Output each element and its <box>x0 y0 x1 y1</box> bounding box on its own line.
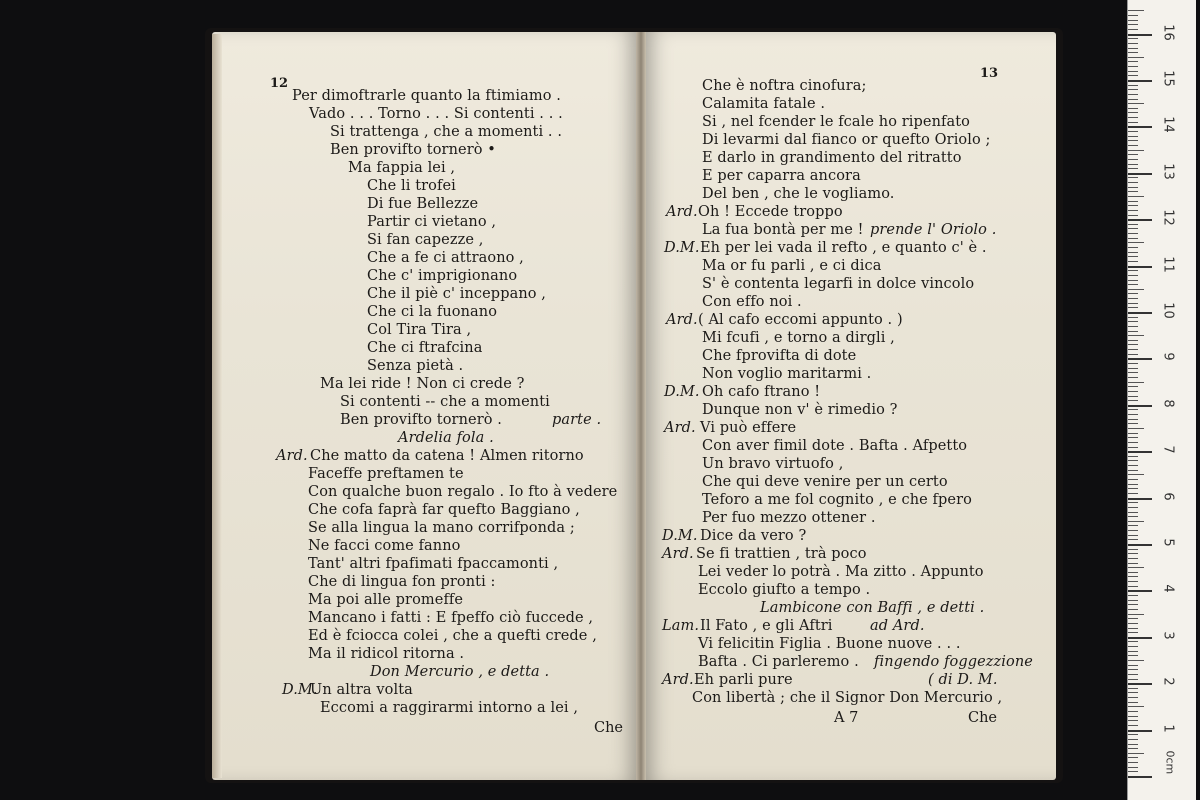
stage-direction: ad Ard. <box>870 618 925 634</box>
text-line: Tant' altri fpafimati fpaccamonti , <box>308 556 559 572</box>
stage-direction: Lambicone con Baffi , e detti . <box>760 600 985 616</box>
ruler-tick <box>1128 242 1144 243</box>
ruler-tick <box>1128 117 1138 118</box>
ruler-tick <box>1128 349 1138 350</box>
ruler-number: 16 <box>1160 23 1176 41</box>
ruler-tick <box>1128 433 1138 434</box>
ruler-tick <box>1128 711 1138 712</box>
ruler-tick <box>1128 303 1138 304</box>
ruler-tick <box>1128 498 1152 500</box>
ruler-tick <box>1128 75 1138 76</box>
ruler-tick <box>1128 140 1138 141</box>
ruler-tick <box>1128 646 1138 647</box>
text-line: Partir ci vietano , <box>367 214 497 230</box>
ruler-tick <box>1128 725 1138 726</box>
ruler-tick <box>1128 414 1138 415</box>
text-line: Ed è fciocca colei , che a quefti crede , <box>308 628 597 644</box>
ruler-number: 13 <box>1160 163 1176 180</box>
speaker-label: D.M. <box>282 682 318 698</box>
ruler-tick <box>1128 196 1144 197</box>
text-line: Se alla lingua la mano corrifponda ; <box>308 520 575 536</box>
ruler-number: 10 <box>1160 302 1176 319</box>
ruler-tick <box>1128 637 1152 639</box>
ruler-tick <box>1128 665 1138 666</box>
page-number: 12 <box>270 76 289 91</box>
speaker-label: Ard. <box>662 546 694 562</box>
ruler-tick <box>1128 340 1138 341</box>
ruler-tick <box>1128 126 1152 128</box>
ruler-tick <box>1128 187 1138 188</box>
ruler-tick <box>1128 61 1138 62</box>
ruler-number: 11 <box>1160 255 1176 273</box>
text-line: Di fue Bellezze <box>367 196 479 212</box>
ruler-tick <box>1128 219 1152 221</box>
ruler-number: 14 <box>1160 116 1176 134</box>
ruler-tick <box>1128 173 1152 175</box>
text-line: Senza pietà . <box>367 358 464 374</box>
catchword: Che <box>968 710 998 726</box>
text-line: Di levarmi dal fianco or quefto Oriolo ; <box>702 132 991 148</box>
ruler-tick <box>1128 595 1138 596</box>
ruler-tick <box>1128 572 1138 573</box>
ruler-tick <box>1128 576 1138 577</box>
ruler-tick <box>1128 614 1144 615</box>
stage-direction: prende l' Oriolo . <box>870 222 997 238</box>
text-line: Con effo noi . <box>702 294 802 310</box>
text-line: Che è noftra cinofura; <box>702 78 867 94</box>
ruler-tick <box>1128 15 1138 16</box>
ruler-tick <box>1128 604 1138 605</box>
ruler-tick <box>1128 228 1138 229</box>
text-line: Si contenti -- che a momenti <box>340 394 550 410</box>
ruler-tick <box>1128 43 1138 44</box>
ruler-tick <box>1128 20 1138 21</box>
ruler-tick <box>1128 586 1138 587</box>
ruler-tick <box>1128 488 1138 489</box>
text-line: Teforo a me fol cognito , e che fpero <box>702 492 972 508</box>
text-line: Ma fappia lei , <box>348 160 456 176</box>
text-line: Con libertà ; che il Signor Don Mercurio , <box>692 690 1003 706</box>
ruler-tick <box>1128 679 1138 680</box>
ruler-tick <box>1128 720 1138 721</box>
ruler-tick <box>1128 549 1138 550</box>
ruler-tick <box>1128 567 1144 568</box>
ruler-tick <box>1128 563 1138 564</box>
text-line: Oh ! Eccede troppo <box>698 204 843 220</box>
text-line: Ma lei ride ! Non ci crede ? <box>320 376 525 392</box>
ruler-tick <box>1128 535 1138 536</box>
text-line: Dunque non v' è rimedio ? <box>702 402 898 418</box>
text-line: Ma il ridicol ritorna . <box>308 646 465 662</box>
text-line: Eh per lei vada il refto , e quanto c' è . <box>700 240 987 256</box>
ruler-tick <box>1128 757 1138 758</box>
right-page <box>642 32 1056 780</box>
ruler-tick <box>1128 688 1138 689</box>
ruler-unit-label: 0cm <box>1163 750 1177 775</box>
ruler-tick <box>1128 447 1138 448</box>
ruler-number: 9 <box>1160 352 1176 362</box>
speaker-label: Ard. <box>664 420 696 436</box>
ruler-tick <box>1128 29 1138 30</box>
text-line: Oh cafo ftrano ! <box>702 384 821 400</box>
text-line: Con aver fimil dote . Bafta . Afpetto <box>702 438 968 454</box>
ruler-tick <box>1128 423 1138 424</box>
ruler-number: 1 <box>1160 723 1176 733</box>
text-line: Si , nel fcender le fcale ho ripenfato <box>702 114 970 130</box>
ruler-tick <box>1128 479 1138 480</box>
ruler-tick <box>1128 201 1138 202</box>
ruler-tick <box>1128 247 1138 248</box>
ruler-tick <box>1128 692 1138 693</box>
ruler-tick <box>1128 456 1138 457</box>
text-line: Un altra volta <box>310 682 413 698</box>
ruler-number: 15 <box>1160 70 1176 87</box>
ruler-tick <box>1128 108 1138 109</box>
text-line: Col Tira Tira , <box>367 322 472 338</box>
ruler-tick <box>1128 80 1152 82</box>
ruler-number: 3 <box>1160 631 1176 640</box>
ruler-tick <box>1128 767 1138 768</box>
text-line: Faceffe preftamen te <box>308 466 464 482</box>
ruler-tick <box>1128 112 1138 113</box>
text-line: Che il piè c' inceppano , <box>367 286 547 302</box>
ruler-tick <box>1128 48 1138 49</box>
text-line: Un bravo virtuofo , <box>702 456 844 472</box>
text-line: Eh parli pure <box>694 672 793 688</box>
ruler-tick <box>1128 484 1138 485</box>
speaker-label: D.M. <box>664 384 700 400</box>
ruler-tick <box>1128 516 1138 517</box>
ruler-tick <box>1128 460 1138 461</box>
text-line: Che cofa faprà far quefto Baggiano , <box>308 502 580 518</box>
ruler-tick <box>1128 38 1138 39</box>
ruler-number: 12 <box>1160 209 1176 226</box>
text-line: Che li trofei <box>367 178 456 194</box>
ruler-tick <box>1128 252 1138 253</box>
stage-direction: ( di D. M. <box>928 672 998 688</box>
ruler-tick <box>1128 609 1138 610</box>
ruler-tick <box>1128 150 1144 151</box>
text-line: Calamita fatale . <box>702 96 826 112</box>
ruler-tick <box>1128 261 1138 262</box>
ruler-tick <box>1128 89 1138 90</box>
text-line: Che qui deve venire per un certo <box>702 474 948 490</box>
ruler-tick <box>1128 331 1138 332</box>
ruler-number: 7 <box>1160 445 1176 454</box>
ruler-tick <box>1128 641 1138 642</box>
ruler-tick <box>1128 776 1152 778</box>
ruler-tick <box>1128 71 1138 72</box>
ruler-tick <box>1128 683 1152 685</box>
ruler-tick <box>1128 451 1152 453</box>
text-line: Che di lingua fon pronti : <box>308 574 496 590</box>
text-line: Che fprovifta di dote <box>702 348 857 364</box>
text-line: Non voglio maritarmi . <box>702 366 872 382</box>
ruler-tick <box>1128 405 1152 407</box>
ruler-tick <box>1128 85 1138 86</box>
ruler-tick <box>1128 442 1138 443</box>
ruler-tick <box>1128 154 1138 155</box>
text-line: Mancano i fatti : E fpeffo ciò fuccede , <box>308 610 594 626</box>
ruler-tick <box>1128 391 1138 392</box>
ruler-tick <box>1128 293 1138 294</box>
ruler-tick <box>1128 470 1138 471</box>
ruler-tick <box>1128 312 1152 314</box>
ruler-number: 8 <box>1160 399 1176 408</box>
ruler-tick <box>1128 99 1138 100</box>
ruler-tick <box>1128 655 1138 656</box>
ruler-tick <box>1128 465 1138 466</box>
ruler-tick <box>1128 539 1138 540</box>
ruler-tick <box>1128 205 1138 206</box>
ruler-tick <box>1128 419 1138 420</box>
text-line: Bafta . Ci parleremo . <box>698 654 859 670</box>
speaker-label: Lam. <box>662 618 700 634</box>
ruler-tick <box>1128 52 1138 53</box>
ruler-tick <box>1128 428 1144 429</box>
ruler-tick <box>1128 748 1138 749</box>
ruler-tick <box>1128 177 1138 178</box>
text-line: Che ci ftrafcina <box>367 340 483 356</box>
text-line: E per caparra ancora <box>702 168 861 184</box>
ruler-tick <box>1128 674 1138 675</box>
speaker-label: Ard. <box>276 448 308 464</box>
ruler-tick <box>1128 164 1138 165</box>
ruler-tick <box>1128 739 1138 740</box>
ruler-number: 4 <box>1160 584 1176 594</box>
ruler-tick <box>1128 628 1138 629</box>
stage-direction: Don Mercurio , e detta . <box>370 664 550 680</box>
text-line: S' è contenta legarfi in dolce vincolo <box>702 276 975 292</box>
ruler-tick <box>1128 525 1138 526</box>
text-line: Che c' imprigionano <box>367 268 518 284</box>
ruler-tick <box>1128 307 1138 308</box>
ruler-tick <box>1128 131 1138 132</box>
ruler-tick <box>1128 182 1138 183</box>
text-line: Vi può effere <box>700 420 797 436</box>
ruler-tick <box>1128 368 1138 369</box>
text-line: E darlo in grandimento del ritratto <box>702 150 962 166</box>
text-line: Mi fcufi , e torno a dirgli , <box>702 330 895 346</box>
ruler-number: 6 <box>1160 491 1176 501</box>
ruler-tick <box>1128 697 1138 698</box>
ruler-tick <box>1128 734 1138 735</box>
ruler-tick <box>1128 24 1138 25</box>
page-number: 13 <box>980 66 999 81</box>
ruler-tick <box>1128 145 1138 146</box>
ruler-tick <box>1128 321 1138 322</box>
speaker-label: D.M. <box>662 528 698 544</box>
stage-direction: fingendo foggezzione <box>874 654 1033 670</box>
text-line: Dice da vero ? <box>700 528 807 544</box>
ruler-tick <box>1128 409 1138 410</box>
ruler-tick <box>1128 590 1152 592</box>
ruler-number: 2 <box>1160 677 1176 686</box>
ruler-tick <box>1128 122 1138 123</box>
speaker-label: D.M. <box>664 240 700 256</box>
text-line: Il Fato , e gli Aftri <box>700 618 833 634</box>
ruler-tick <box>1128 507 1138 508</box>
ruler-tick <box>1128 660 1144 661</box>
speaker-label: Ard. <box>666 312 698 328</box>
ruler-tick <box>1128 238 1138 239</box>
text-line: Eccolo giufto a tempo . <box>698 582 871 598</box>
text-line: Del ben , che le vogliamo. <box>702 186 895 202</box>
ruler-tick <box>1128 94 1138 95</box>
ruler-tick <box>1128 753 1144 754</box>
ruler-tick <box>1128 651 1138 652</box>
text-line: Che ci la fuonano <box>367 304 498 320</box>
text-line: Con qualche buon regalo . Io fto à vedere <box>308 484 618 500</box>
ruler-tick <box>1128 233 1138 234</box>
ruler-tick <box>1128 191 1138 192</box>
speaker-label: Ard. <box>662 672 694 688</box>
stage-direction: parte . <box>552 412 602 428</box>
ruler-tick <box>1128 103 1144 104</box>
text-line: Vi felicitin Figlia . Buone nuove . . . <box>698 636 961 652</box>
ruler-tick <box>1128 289 1144 290</box>
text-line: Si trattenga , che a momenti . . <box>330 124 563 140</box>
ruler-tick <box>1128 623 1138 624</box>
ruler-tick <box>1128 66 1138 67</box>
ruler-tick <box>1128 372 1138 373</box>
ruler-tick <box>1128 266 1152 268</box>
signature-mark: A 7 <box>834 710 859 726</box>
ruler-tick <box>1128 632 1138 633</box>
text-line: Eccomi a raggirarmi intorno a lei , <box>320 700 579 716</box>
ruler-tick <box>1128 474 1144 475</box>
text-line: Ma or fu parli , e ci dica <box>702 258 882 274</box>
ruler-tick <box>1128 762 1138 763</box>
ruler-tick <box>1128 335 1144 336</box>
ruler-tick <box>1128 377 1138 378</box>
text-line: Ben provifto tornerò • <box>330 142 496 158</box>
ruler-tick <box>1128 771 1138 772</box>
ruler-tick <box>1128 581 1138 582</box>
ruler-tick <box>1128 159 1138 160</box>
ruler-tick <box>1128 600 1138 601</box>
text-line: Vado . . . Torno . . . Si contenti . . . <box>309 106 563 122</box>
ruler-tick <box>1128 256 1138 257</box>
ruler-tick <box>1128 382 1144 383</box>
ruler-tick <box>1128 530 1138 531</box>
catchword: Che <box>594 720 624 736</box>
ruler-tick <box>1128 544 1152 546</box>
ruler-tick <box>1128 493 1138 494</box>
ruler-tick <box>1128 215 1138 216</box>
ruler-tick <box>1128 317 1138 318</box>
text-line: Ben provifto tornerò . <box>340 412 502 428</box>
ruler-tick <box>1128 354 1138 355</box>
ruler-tick <box>1128 344 1138 345</box>
text-line: Che matto da catena ! Almen ritorno <box>310 448 584 464</box>
ruler-tick <box>1128 716 1138 717</box>
left-page <box>212 32 640 780</box>
ruler-tick <box>1128 224 1138 225</box>
ruler-tick <box>1128 363 1138 364</box>
text-line: Ma poi alle promeffe <box>308 592 464 608</box>
ruler-tick <box>1128 10 1144 11</box>
ruler-tick <box>1128 744 1138 745</box>
ruler-tick <box>1128 168 1138 169</box>
text-line: Se fi trattien , trà poco <box>696 546 867 562</box>
ruler-tick <box>1128 669 1138 670</box>
ruler-tick <box>1128 400 1138 401</box>
ruler-tick <box>1128 57 1144 58</box>
ruler-tick <box>1128 702 1138 703</box>
ruler-tick <box>1128 553 1138 554</box>
text-line: Che a fe ci attraono , <box>367 250 524 266</box>
ruler-tick <box>1128 706 1144 707</box>
ruler-tick <box>1128 502 1138 503</box>
ruler-tick <box>1128 136 1138 137</box>
ruler-tick <box>1128 558 1138 559</box>
ruler-tick <box>1128 512 1138 513</box>
ruler-tick <box>1128 618 1138 619</box>
measurement-ruler <box>1127 0 1196 800</box>
text-line: Per dimoftrarle quanto la ftimiamo . <box>292 88 561 104</box>
ruler-tick <box>1128 521 1144 522</box>
ruler-tick <box>1128 386 1138 387</box>
ruler-tick <box>1128 326 1138 327</box>
ruler-tick <box>1128 437 1138 438</box>
ruler-tick <box>1128 284 1138 285</box>
ruler-tick <box>1128 280 1138 281</box>
ruler-tick <box>1128 298 1138 299</box>
text-line: La fua bontà per me ! <box>702 222 864 238</box>
text-line: ( Al cafo eccomi appunto . ) <box>698 312 903 328</box>
book-gutter <box>636 32 646 780</box>
ruler-tick <box>1128 730 1152 732</box>
text-line: Si fan capezze , <box>367 232 484 248</box>
text-line: Lei veder lo potrà . Ma zitto . Appunto <box>698 564 984 580</box>
text-line: Per fuo mezzo ottener . <box>702 510 876 526</box>
ruler-tick <box>1128 270 1138 271</box>
speaker-label: Ard. <box>666 204 698 220</box>
text-line: Ne facci come fanno <box>308 538 461 554</box>
ruler-tick <box>1128 210 1138 211</box>
ruler-number: 5 <box>1160 538 1176 547</box>
ruler-tick <box>1128 275 1138 276</box>
ruler-tick <box>1128 396 1138 397</box>
stage-direction: Ardelia fola . <box>398 430 494 446</box>
ruler-tick <box>1128 358 1152 360</box>
ruler-tick <box>1128 34 1152 36</box>
page-edge <box>212 34 222 778</box>
